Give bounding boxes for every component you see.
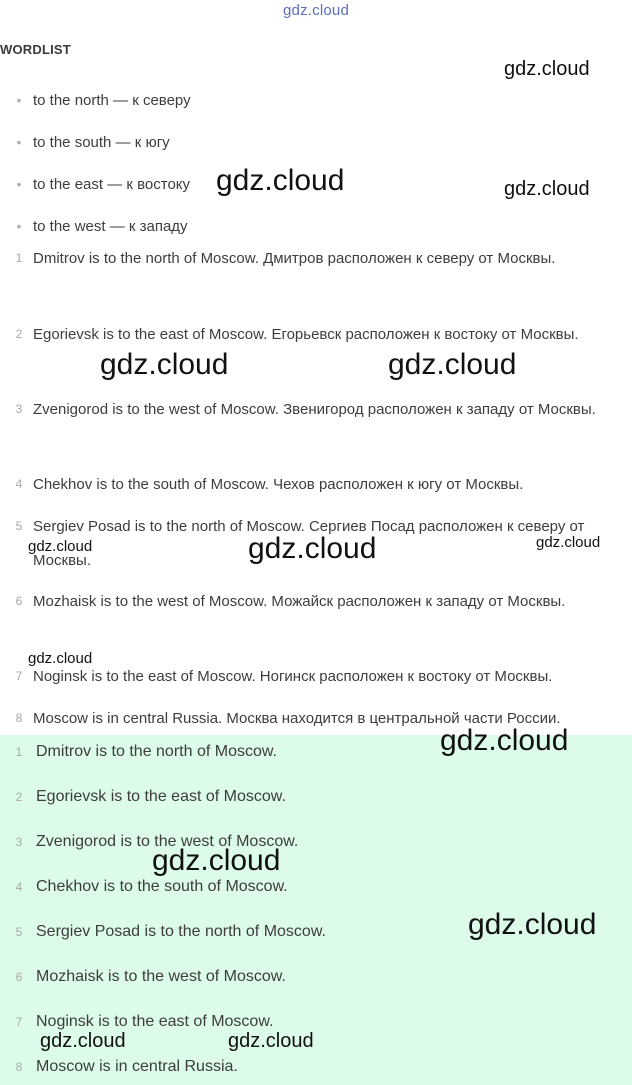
example-number: 3: [15, 402, 23, 416]
top-watermark: gdz.cloud: [282, 2, 349, 19]
watermark: gdz.cloud: [28, 650, 93, 667]
answer-number: 6: [15, 970, 23, 984]
answer-text: Sergiev Posad is to the north of Moscow.: [36, 923, 326, 940]
example-text: Moscow is in central Russia. Москва находится в центральной части России.: [33, 710, 561, 727]
example-number: 8: [15, 711, 23, 725]
bullet-icon: •: [16, 176, 22, 192]
wordlist-item-text: to the west — к западу: [33, 218, 188, 235]
example-number: 2: [15, 327, 23, 341]
example-number: 1: [15, 251, 23, 265]
watermark: gdz.cloud: [216, 164, 345, 197]
example-text: Zvenigorod is to the west of Moscow. Звенигород расположен к западу от Москвы.: [33, 401, 596, 418]
bullet-icon: •: [16, 218, 22, 234]
answer-number: 8: [15, 1060, 23, 1074]
answer-text: Moscow is in central Russia.: [36, 1058, 238, 1075]
wordlist-item-text: to the south — к югу: [33, 134, 170, 151]
wordlist-item-text: to the north — к северу: [33, 92, 191, 109]
example-number: 5: [15, 519, 23, 533]
answer-number: 5: [15, 925, 23, 939]
answer-number: 3: [15, 835, 23, 849]
answer-text: Chekhov is to the south of Moscow.: [36, 878, 288, 895]
bullet-icon: •: [16, 92, 22, 108]
answer-text: Zvenigorod is to the west of Moscow.: [36, 833, 299, 850]
example-number: 7: [15, 669, 23, 683]
example-number: 4: [15, 477, 23, 491]
answer-text: Noginsk is to the east of Moscow.: [36, 1013, 274, 1030]
answer-text: Egorievsk is to the east of Moscow.: [36, 788, 286, 805]
watermark: gdz.cloud: [536, 534, 601, 551]
watermark: gdz.cloud: [388, 348, 517, 381]
bullet-icon: •: [16, 134, 22, 150]
watermark: gdz.cloud: [504, 178, 590, 200]
watermark: gdz.cloud: [100, 348, 229, 381]
example-text: Egorievsk is to the east of Moscow. Егорьевск расположен к востоку от Москвы.: [33, 326, 579, 343]
answer-number: 1: [15, 745, 23, 759]
watermark: gdz.cloud: [440, 724, 569, 757]
example-text: Sergiev Posad is to the north of Moscow. Сергиев Посад расположен к северу от Москвы.: [33, 518, 585, 569]
answer-number: 7: [15, 1015, 23, 1029]
watermark: gdz.cloud: [40, 1030, 126, 1052]
example-text: Mozhaisk is to the west of Moscow. Можайск расположен к западу от Москвы.: [33, 593, 566, 610]
answer-number: 4: [15, 880, 23, 894]
watermark: gdz.cloud: [504, 58, 590, 80]
example-text: Noginsk is to the east of Moscow. Ногинск расположен к востоку от Москвы.: [33, 668, 553, 685]
wordlist-heading: WORDLIST: [0, 42, 71, 57]
example-text: Chekhov is to the south of Moscow. Чехов расположен к югу от Москвы.: [33, 476, 524, 493]
example-text: Dmitrov is to the north of Moscow. Дмитров расположен к северу от Москвы.: [33, 250, 556, 267]
wordlist-item-text: to the east — к востоку: [33, 176, 191, 193]
watermark: gdz.cloud: [248, 532, 377, 565]
example-number: 6: [15, 594, 23, 608]
watermark: gdz.cloud: [228, 1030, 314, 1052]
watermark: gdz.cloud: [468, 908, 597, 941]
answer-text: Dmitrov is to the north of Moscow.: [36, 743, 277, 760]
watermark: gdz.cloud: [28, 538, 93, 555]
watermark: gdz.cloud: [152, 844, 281, 877]
answer-number: 2: [15, 790, 23, 804]
answer-text: Mozhaisk is to the west of Moscow.: [36, 968, 286, 985]
